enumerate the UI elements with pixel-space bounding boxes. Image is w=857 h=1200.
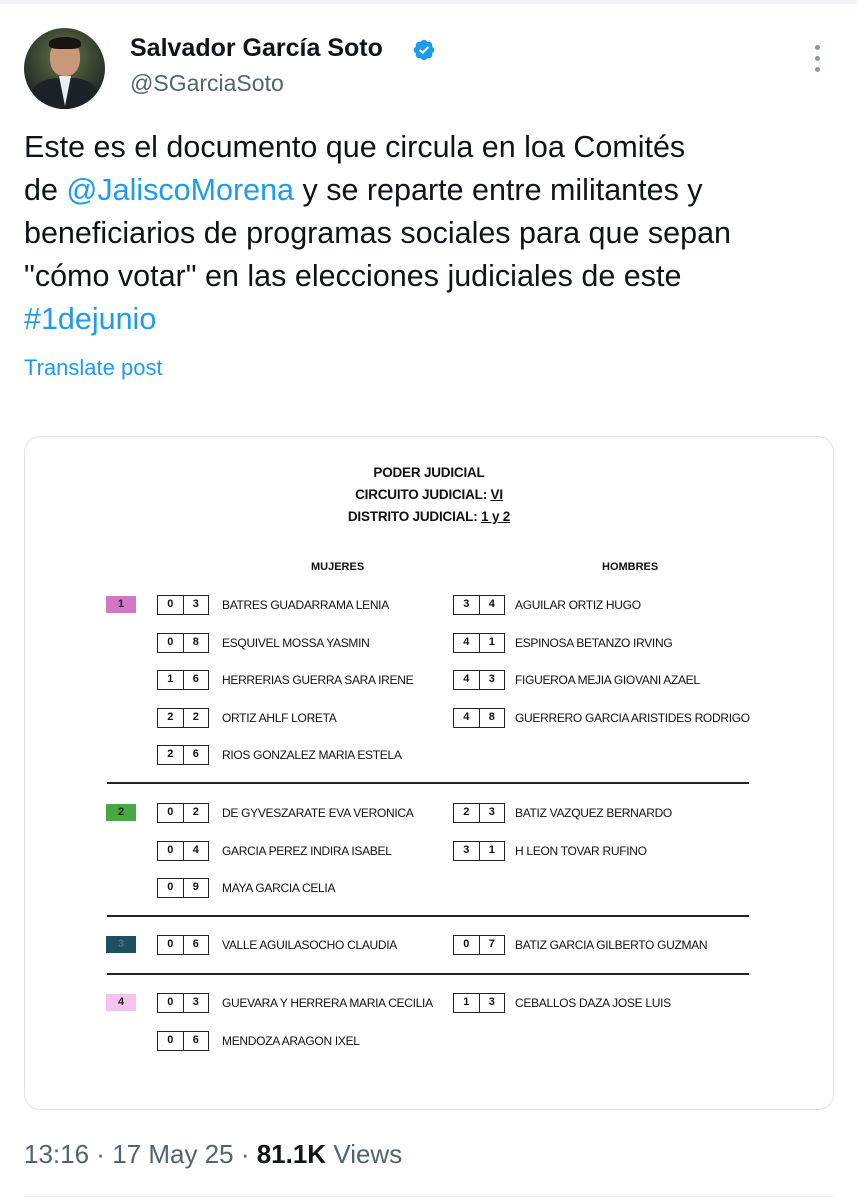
candidate-name: FIGUEROA MEJIA GIOVANI AZAEL xyxy=(515,673,700,687)
vote-number-boxes xyxy=(157,935,209,955)
vote-digit: 0 xyxy=(167,1034,174,1046)
candidate-name: ESQUIVEL MOSSA YASMIN xyxy=(222,635,370,650)
candidate-name: CEBALLOS DAZA JOSE LUIS xyxy=(515,996,671,1010)
vote-digit: 0 xyxy=(167,843,174,856)
vote-digit: 8 xyxy=(183,634,209,652)
vote-digit: 1 xyxy=(463,996,470,1008)
vote-digit: 8 xyxy=(479,709,505,727)
vote-digit: 0 xyxy=(463,938,470,950)
candidate-name: DE GYVESZARATE EVA VERONICA xyxy=(222,806,414,820)
vote-digit: 4 xyxy=(463,635,470,648)
tweet-text-segment: Este es el documento que circula en loa Comités xyxy=(24,130,686,164)
candidate-name: GARCIA PEREZ INDIRA ISABEL xyxy=(222,843,392,858)
vote-number-boxes xyxy=(157,633,209,653)
tweet-line xyxy=(24,255,824,298)
vote-number-boxes xyxy=(453,633,505,653)
bottom-divider xyxy=(24,1196,834,1197)
vote-digit: 3 xyxy=(479,671,505,689)
vote-digit: 2 xyxy=(183,709,209,727)
candidate-name: BATIZ VAZQUEZ BERNARDO xyxy=(515,806,672,820)
tweet-text-segment: beneficiarios de programas sociales para que sepan xyxy=(24,216,732,250)
vote-digit: 0 xyxy=(167,598,174,610)
vote-number-boxes xyxy=(453,841,505,861)
vote-number-boxes xyxy=(157,745,209,765)
vote-digit: 3 xyxy=(479,804,505,822)
vote-digit: 2 xyxy=(183,804,209,822)
men-column-header: HOMBRES xyxy=(602,561,659,573)
section-number-tag: 4 xyxy=(106,994,136,1011)
more-options-icon[interactable] xyxy=(808,45,826,77)
section-divider-line xyxy=(107,973,749,975)
tweet-text xyxy=(24,126,824,341)
vote-digit: 0 xyxy=(167,938,174,950)
vote-digit: 6 xyxy=(183,746,209,764)
hashtag-link[interactable]: #1dejunio xyxy=(24,302,157,336)
section-number-tag: 1 xyxy=(106,596,136,613)
mention-link[interactable]: @JaliscoMorena xyxy=(66,173,295,207)
vote-digit: 3 xyxy=(463,843,470,856)
author-name[interactable]: Salvador García Soto xyxy=(130,34,383,62)
translate-post-link[interactable]: Translate post xyxy=(24,355,163,380)
vote-digit: 0 xyxy=(167,996,174,1008)
vote-digit: 2 xyxy=(167,710,174,723)
vote-digit: 7 xyxy=(479,936,505,954)
vote-digit: 4 xyxy=(479,596,505,614)
section-number-tag: 3 xyxy=(106,936,136,953)
section-number-tag: 2 xyxy=(106,804,136,821)
women-column-header: MUJERES xyxy=(311,561,365,573)
vote-digit: 4 xyxy=(463,710,470,723)
tweet-text-segment: y se reparte entre militantes y xyxy=(294,173,703,207)
meta-separator: · xyxy=(89,1139,113,1169)
candidate-name: ORTIZ AHLF LORETA xyxy=(222,710,337,725)
vote-digit: 3 xyxy=(183,596,209,614)
section-divider-line xyxy=(107,782,749,784)
tweet-text-segment: de xyxy=(24,173,67,207)
verified-badge-icon xyxy=(412,38,436,62)
post-date[interactable]: 17 May 25 xyxy=(112,1139,234,1169)
vote-digit: 1 xyxy=(479,842,505,860)
candidate-name: MENDOZA ARAGON IXEL xyxy=(222,1034,360,1048)
candidate-name: BATRES GUADARRAMA LENIA xyxy=(222,598,389,612)
vote-number-boxes xyxy=(157,1031,209,1051)
document-district: DISTRITO JUDICIAL: 1 y 2 xyxy=(347,509,511,524)
vote-digit: 4 xyxy=(463,673,470,685)
vote-digit: 0 xyxy=(167,881,174,893)
vote-number-boxes xyxy=(157,670,209,690)
vote-digit: 6 xyxy=(183,1032,209,1050)
candidate-name: RIOS GONZALEZ MARIA ESTELA xyxy=(222,748,402,762)
avatar[interactable] xyxy=(24,28,105,109)
top-divider xyxy=(0,0,857,4)
candidate-name: GUEVARA Y HERRERA MARIA CECILIA xyxy=(222,996,433,1010)
post-time[interactable]: 13:16 xyxy=(24,1139,90,1169)
candidate-name: AGUILAR ORTIZ HUGO xyxy=(515,598,641,612)
candidate-name: HERRERIAS GUERRA SARA IRENE xyxy=(222,673,414,687)
vote-number-boxes xyxy=(453,935,505,955)
vote-number-boxes xyxy=(157,841,209,861)
vote-digit: 2 xyxy=(463,806,470,818)
tweet-text-segment: "cómo votar" en las elecciones judiciales de este xyxy=(24,259,682,293)
views-count[interactable]: 81.1K xyxy=(256,1139,327,1169)
vote-digit: 3 xyxy=(463,598,470,610)
vote-digit: 0 xyxy=(167,635,174,648)
vote-digit: 1 xyxy=(479,634,505,652)
vote-number-boxes xyxy=(157,878,209,898)
author-handle[interactable]: @SGarciaSoto xyxy=(130,70,284,96)
tweet-line xyxy=(24,212,824,255)
attached-image[interactable] xyxy=(24,436,834,1110)
vote-digit: 3 xyxy=(183,994,209,1012)
candidate-name: VALLE AGUILASOCHO CLAUDIA xyxy=(222,938,398,952)
tweet-line xyxy=(24,126,824,169)
vote-digit: 2 xyxy=(167,748,174,760)
meta-separator: · xyxy=(233,1139,257,1169)
vote-number-boxes xyxy=(157,803,209,823)
candidate-name: ESPINOSA BETANZO IRVING xyxy=(515,635,673,650)
candidate-name: H LEON TOVAR RUFINO xyxy=(515,843,647,858)
vote-digit: 4 xyxy=(183,842,209,860)
document-circuit: CIRCUITO JUDICIAL: VI xyxy=(355,487,503,502)
document-title: PODER JUDICIAL xyxy=(373,465,485,480)
candidate-name: GUERRERO GARCIA ARISTIDES RODRIGO xyxy=(515,710,750,725)
vote-number-boxes xyxy=(157,993,209,1013)
vote-digit: 3 xyxy=(479,994,505,1012)
vote-digit: 9 xyxy=(183,879,209,897)
vote-digit: 0 xyxy=(167,806,174,818)
vote-number-boxes xyxy=(453,670,505,690)
tweet-line xyxy=(24,169,824,212)
candidate-name: MAYA GARCIA CELIA xyxy=(222,881,336,895)
vote-number-boxes xyxy=(453,993,505,1013)
views-label: Views xyxy=(326,1139,403,1169)
vote-number-boxes xyxy=(453,708,505,728)
tweet-line xyxy=(24,298,824,341)
vote-number-boxes xyxy=(453,595,505,615)
vote-digit: 1 xyxy=(167,673,174,685)
vote-number-boxes xyxy=(453,803,505,823)
candidate-name: BATIZ GARCIA GILBERTO GUZMAN xyxy=(515,938,708,952)
vote-digit: 6 xyxy=(183,671,209,689)
section-divider-line xyxy=(107,915,749,917)
vote-number-boxes xyxy=(157,708,209,728)
vote-digit: 6 xyxy=(183,936,209,954)
ballot-document xyxy=(25,437,833,1109)
post-meta xyxy=(24,1139,402,1170)
vote-number-boxes xyxy=(157,595,209,615)
